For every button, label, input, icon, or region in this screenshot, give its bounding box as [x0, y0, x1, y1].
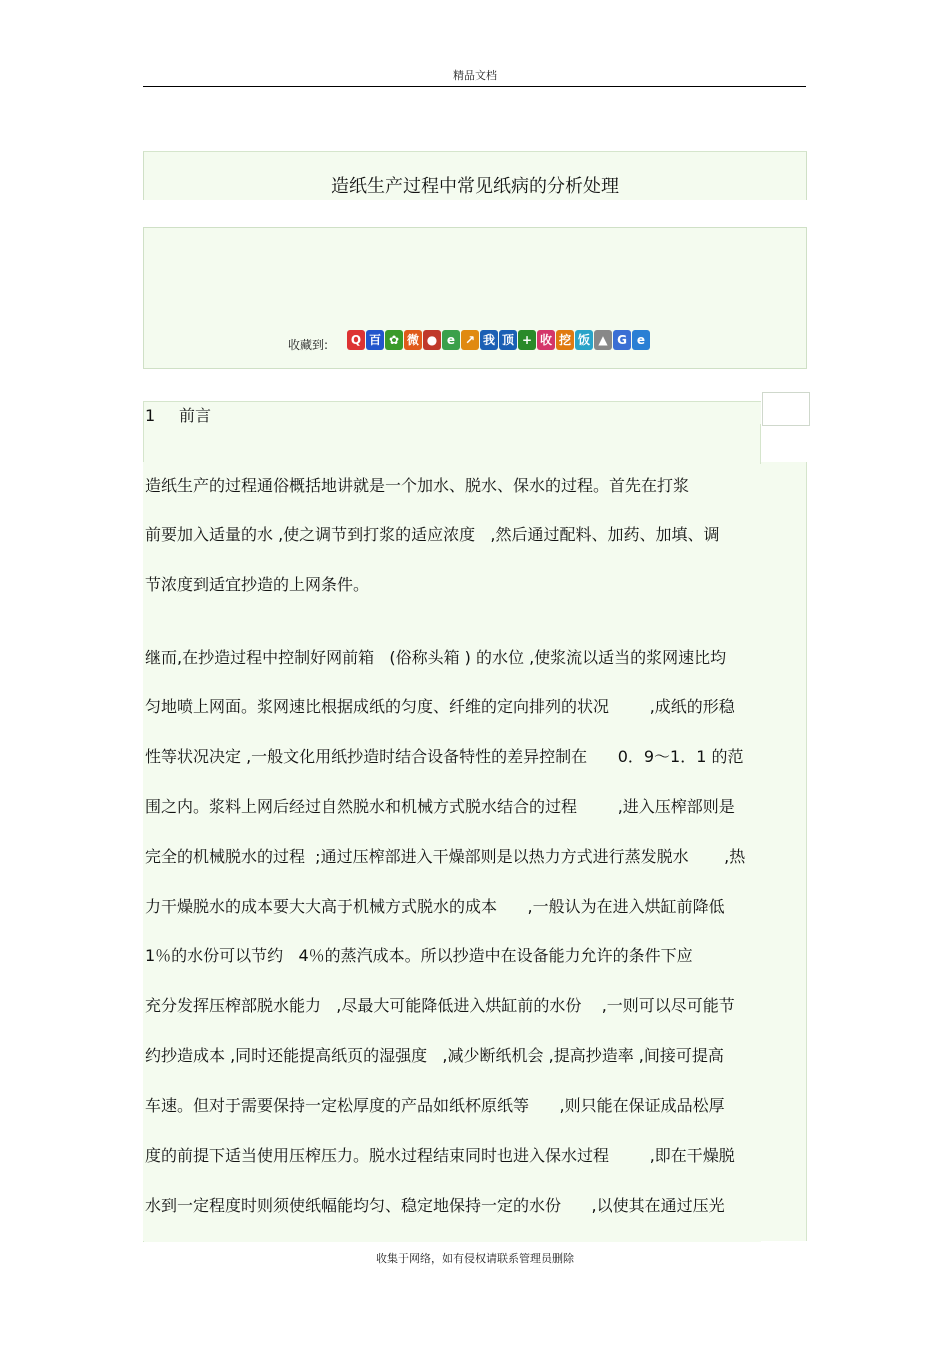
- body-line: 车速。但对于需要保持一定松厚度的产品如纸杯原纸等 ,则只能在保证成品松厚: [145, 1096, 725, 1115]
- baidu-icon[interactable]: 百: [366, 330, 384, 350]
- share-icon-bar: [347, 330, 650, 350]
- fan-icon[interactable]: 饭: [575, 330, 593, 350]
- body-line: 继而,在抄造过程中控制好网前箱 (俗称头箱 ) 的水位 ,使浆流以适当的浆网速比均: [145, 648, 727, 667]
- body-line: 度的前提下适当使用压榨压力。脱水过程结束同时也进入保水过程 ,即在干燥脱: [145, 1146, 735, 1165]
- body-line: 性等状况决定 ,一般文化用纸抄造时结合设备特性的差异控制在 0．9～1．1 的范: [145, 747, 744, 766]
- body-line: 完全的机械脱水的过程 ;通过压榨部进入干燥部则是以热力方式进行蒸发脱水 ,热: [145, 847, 746, 866]
- section-title: 前言: [179, 406, 212, 425]
- page-footer: 收集于网络，如有侵权请联系管理员删除: [376, 1252, 574, 1265]
- camera-icon[interactable]: ●: [423, 330, 441, 350]
- section-number: 1: [145, 406, 156, 425]
- hat-icon[interactable]: ▲: [594, 330, 612, 350]
- google-icon[interactable]: G: [613, 330, 631, 350]
- page-header: 精品文档: [453, 69, 497, 82]
- ding-icon[interactable]: 顶: [499, 330, 517, 350]
- body-line: 约抄造成本 ,同时还能提高纸页的湿强度 ,减少断纸机会 ,提高抄造率 ,间接可提高: [145, 1046, 724, 1065]
- section-heading: [145, 403, 211, 426]
- body-line: 充分发挥压榨部脱水能力 ,尽最大可能降低进入烘缸前的水份 ,一则可以尽可能节: [145, 996, 735, 1015]
- share-label: 收藏到:: [288, 338, 329, 352]
- body-line: 前要加入适量的水 ,使之调节到打浆的适应浓度 ,然后通过配料、加药、加填、调: [145, 525, 720, 544]
- document-title: 造纸生产过程中常见纸病的分析处理: [331, 176, 619, 197]
- side-divider: [760, 424, 761, 464]
- plus-icon[interactable]: +: [518, 330, 536, 350]
- wa-icon[interactable]: 挖: [556, 330, 574, 350]
- body-line: 水到一定程度时则须使纸幅能均匀、稳定地保持一定的水份 ,以使其在通过压光: [145, 1196, 725, 1215]
- arrow-icon[interactable]: ↗: [461, 330, 479, 350]
- sina-icon[interactable]: 微: [404, 330, 422, 350]
- side-box: [762, 392, 810, 426]
- leaf-icon[interactable]: ✿: [385, 330, 403, 350]
- header-divider: [143, 86, 806, 87]
- body-line: 力干燥脱水的成本要大大高于机械方式脱水的成本 ,一般认为在进入烘缸前降低: [145, 897, 725, 916]
- ie-icon[interactable]: e: [442, 330, 460, 350]
- wo-icon[interactable]: 我: [480, 330, 498, 350]
- body-line: 匀地喷上网面。浆网速比根据成纸的匀度、纤维的定向排列的状况 ,成纸的形稳: [145, 697, 735, 716]
- body-line: 围之内。浆料上网后经过自然脱水和机械方式脱水结合的过程 ,进入压榨部则是: [145, 797, 735, 816]
- body-line: 节浓度到适宜抄造的上网条件。: [145, 575, 370, 594]
- qq-icon[interactable]: Q: [347, 330, 365, 350]
- browser-icon[interactable]: e: [632, 330, 650, 350]
- shou-icon[interactable]: 收: [537, 330, 555, 350]
- body-line: 1％的水份可以节约 4％的蒸汽成本。所以抄造中在设备能力允许的条件下应: [145, 946, 693, 965]
- body-line: 造纸生产的过程通俗概括地讲就是一个加水、脱水、保水的过程。首先在打浆: [145, 476, 690, 495]
